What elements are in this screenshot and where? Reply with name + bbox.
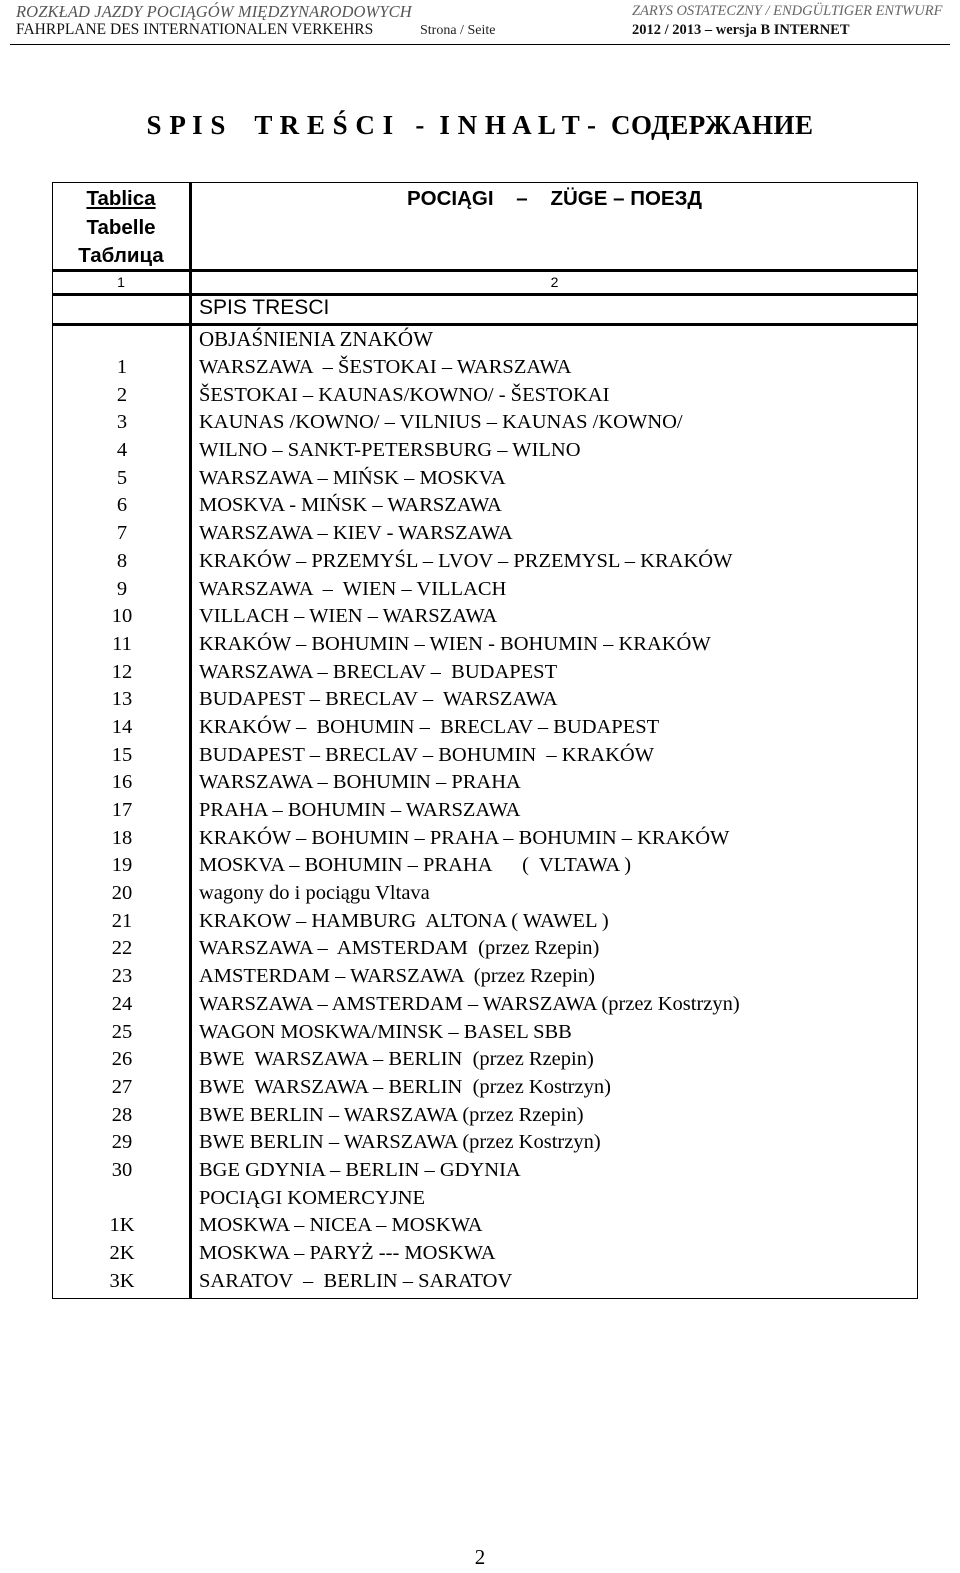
table-number: 14 bbox=[111, 715, 133, 738]
table-number: 19 bbox=[111, 854, 133, 877]
train-route: BGE GDYNIA – BERLIN – GDYNIA bbox=[199, 1158, 521, 1181]
header-title-pl: ROZKŁAD JAZDY POCIĄGÓW MIĘDZYNARODOWYCH bbox=[16, 2, 412, 21]
table-row bbox=[53, 686, 917, 714]
section-separator bbox=[53, 323, 917, 326]
table-row bbox=[53, 852, 917, 880]
page-number: 2 bbox=[474, 1545, 486, 1569]
table-number: 28 bbox=[111, 1103, 133, 1126]
train-route: WILNO – SANKT-PETERSBURG – WILNO bbox=[199, 439, 581, 462]
train-route: MOSKVA - MIŃSK – WARSZAWA bbox=[199, 494, 502, 517]
column-header-table bbox=[53, 185, 189, 271]
table-row bbox=[53, 908, 917, 936]
train-route: WARSZAWA – BRECLAV – BUDAPEST bbox=[199, 660, 558, 683]
table-number: 21 bbox=[111, 909, 133, 932]
table-number: 26 bbox=[111, 1048, 133, 1071]
table-number: 30 bbox=[111, 1158, 133, 1181]
table-number: 6 bbox=[116, 494, 128, 517]
train-route: AMSTERDAM – WARSZAWA (przez Rzepin) bbox=[199, 965, 595, 988]
column-header-ru: Таблица bbox=[78, 244, 164, 267]
table-row bbox=[53, 797, 917, 825]
train-route: VILLACH – WIEN – WARSZAWA bbox=[199, 605, 498, 628]
table-number: 4 bbox=[116, 439, 128, 462]
train-route: POCIĄGI KOMERCYJNE bbox=[199, 1186, 426, 1209]
train-route: BWE WARSZAWA – BERLIN (przez Kostrzyn) bbox=[199, 1075, 611, 1098]
table-row bbox=[53, 603, 917, 631]
table-row bbox=[53, 437, 917, 465]
table-row bbox=[53, 1074, 917, 1102]
train-route: WARSZAWA – AMSTERDAM – WARSZAWA (przez Kostrzyn) bbox=[199, 992, 740, 1015]
table-number: 29 bbox=[111, 1131, 133, 1154]
table-row bbox=[53, 382, 917, 410]
table-number: 13 bbox=[111, 688, 133, 711]
table-row bbox=[53, 1185, 917, 1213]
table-row bbox=[53, 1212, 917, 1240]
header-draft-label: ZARYS OSTATECZNY / ENDGÜLTIGER ENTWURF bbox=[632, 3, 943, 19]
table-row bbox=[53, 1102, 917, 1130]
column-number-2: 2 bbox=[550, 274, 559, 290]
train-route: WARSZAWA – BOHUMIN – PRAHA bbox=[199, 771, 521, 794]
table-number: 9 bbox=[116, 577, 128, 600]
table-number: 2 bbox=[116, 383, 128, 406]
train-route: KRAKÓW – BOHUMIN – WIEN - BOHUMIN – KRAKÓW bbox=[199, 632, 711, 655]
table-number: 10 bbox=[111, 605, 133, 628]
train-route: KRAKÓW – PRZEMYŚL – LVOV – PRZEMYSL – KRAKÓW bbox=[199, 549, 733, 572]
train-route: BWE BERLIN – WARSZAWA (przez Rzepin) bbox=[199, 1103, 584, 1126]
table-row bbox=[53, 354, 917, 382]
train-route: WARSZAWA – AMSTERDAM (przez Rzepin) bbox=[199, 937, 600, 960]
table-row bbox=[53, 548, 917, 576]
train-route: BWE WARSZAWA – BERLIN (przez Rzepin) bbox=[199, 1048, 594, 1071]
table-number: 17 bbox=[111, 799, 133, 821]
section-spis-tresci: SPIS TRESCI bbox=[199, 296, 330, 319]
table-row bbox=[53, 520, 917, 548]
train-route: WARSZAWA – ŠESTOKAI – WARSZAWA bbox=[199, 356, 572, 378]
header-version-label: 2012 / 2013 – wersja B INTERNET bbox=[632, 22, 850, 38]
table-row bbox=[53, 576, 917, 604]
train-route: WARSZAWA – KIEV - WARSZAWA bbox=[199, 522, 513, 545]
table-row bbox=[53, 742, 917, 770]
section-objasnienia: OBJAŚNIENIA ZNAKÓW bbox=[199, 327, 433, 351]
table-number: 15 bbox=[111, 743, 133, 766]
header-rule bbox=[10, 44, 950, 45]
table-number: 11 bbox=[112, 632, 132, 655]
train-route: MOSKWA – PARYŻ --- MOSKWA bbox=[199, 1242, 496, 1264]
table-number: 1 bbox=[116, 356, 128, 378]
table-row bbox=[53, 1019, 917, 1047]
train-route: BUDAPEST – BRECLAV – BOHUMIN – KRAKÓW bbox=[199, 743, 655, 766]
train-route: WAGON MOSKWA/MINSK – BASEL SBB bbox=[199, 1020, 572, 1043]
page-title: S P I S T R E Ś C I - I N H A L T - СОДЕРЖАНИЕ bbox=[146, 110, 814, 140]
table-number: 20 bbox=[111, 882, 133, 905]
column-header-trains: POCIĄGI – ZÜGE – ПОЕЗД bbox=[406, 187, 703, 210]
table-number: 3K bbox=[109, 1269, 135, 1292]
table-number: 12 bbox=[111, 660, 133, 683]
header-title-de: FAHRPLANE DES INTERNATIONALEN VERKEHRS bbox=[16, 21, 374, 38]
train-route: ŠESTOKAI – KAUNAS/KOWNO/ - ŠESTOKAI bbox=[199, 383, 610, 406]
train-route: KRAKOW – HAMBURG ALTONA ( WAWEL ) bbox=[199, 909, 609, 932]
table-row bbox=[53, 492, 917, 520]
train-route: MOSKVA – BOHUMIN – PRAHA ( VLTAWA ) bbox=[199, 854, 632, 877]
toc-table bbox=[52, 182, 918, 1299]
table-number: 18 bbox=[111, 826, 133, 849]
table-number: 7 bbox=[116, 522, 128, 545]
column-header-de: Tabelle bbox=[86, 215, 156, 239]
train-route: PRAHA – BOHUMIN – WARSZAWA bbox=[199, 799, 521, 821]
train-route: KAUNAS /KOWNO/ – VILNIUS – KAUNAS /KOWNO/ bbox=[199, 411, 683, 434]
table-number: 3 bbox=[116, 411, 128, 434]
train-route: wagony do i pociągu Vltava bbox=[199, 882, 430, 905]
table-row bbox=[53, 1046, 917, 1074]
train-route: SARATOV – BERLIN – SARATOV bbox=[199, 1269, 513, 1292]
column-number-row bbox=[53, 273, 917, 295]
table-row bbox=[53, 935, 917, 963]
table-number: 25 bbox=[111, 1020, 133, 1043]
table-number: 2K bbox=[109, 1242, 135, 1264]
table-number: 5 bbox=[116, 466, 128, 489]
table-row bbox=[53, 1129, 917, 1157]
table-row bbox=[53, 409, 917, 437]
table-row bbox=[53, 1157, 917, 1185]
table-row bbox=[53, 1268, 917, 1296]
table-number: 27 bbox=[111, 1075, 133, 1098]
column-header-pl: Tablica bbox=[86, 187, 156, 210]
table-number: 23 bbox=[111, 965, 133, 988]
table-row bbox=[53, 1240, 917, 1268]
train-route: WARSZAWA – WIEN – VILLACH bbox=[199, 577, 507, 600]
page-header bbox=[0, 0, 960, 46]
toc-rows bbox=[53, 354, 917, 1295]
column-number-1: 1 bbox=[117, 274, 125, 290]
table-row bbox=[53, 714, 917, 742]
table-row bbox=[53, 465, 917, 493]
table-number: 1K bbox=[109, 1214, 135, 1237]
table-row bbox=[53, 963, 917, 991]
train-route: KRAKÓW – BOHUMIN – PRAHA – BOHUMIN – KRAKÓW bbox=[199, 826, 730, 849]
train-route: MOSKWA – NICEA – MOSKWA bbox=[199, 1214, 483, 1237]
table-row bbox=[53, 880, 917, 908]
train-route: BUDAPEST – BRECLAV – WARSZAWA bbox=[199, 688, 558, 711]
table-number: 22 bbox=[111, 937, 133, 960]
table-number: 8 bbox=[116, 549, 128, 572]
table-row bbox=[53, 769, 917, 797]
table-number: 16 bbox=[111, 771, 133, 794]
table-row bbox=[53, 825, 917, 853]
train-route: WARSZAWA – MIŃSK – MOSKVA bbox=[199, 466, 506, 489]
train-route: BWE BERLIN – WARSZAWA (przez Kostrzyn) bbox=[199, 1131, 601, 1154]
table-row bbox=[53, 631, 917, 659]
table-number: 24 bbox=[111, 992, 133, 1015]
train-route: KRAKÓW – BOHUMIN – BRECLAV – BUDAPEST bbox=[199, 715, 660, 738]
table-row bbox=[53, 659, 917, 687]
header-page-label: Strona / Seite bbox=[420, 23, 496, 38]
table-row bbox=[53, 991, 917, 1019]
